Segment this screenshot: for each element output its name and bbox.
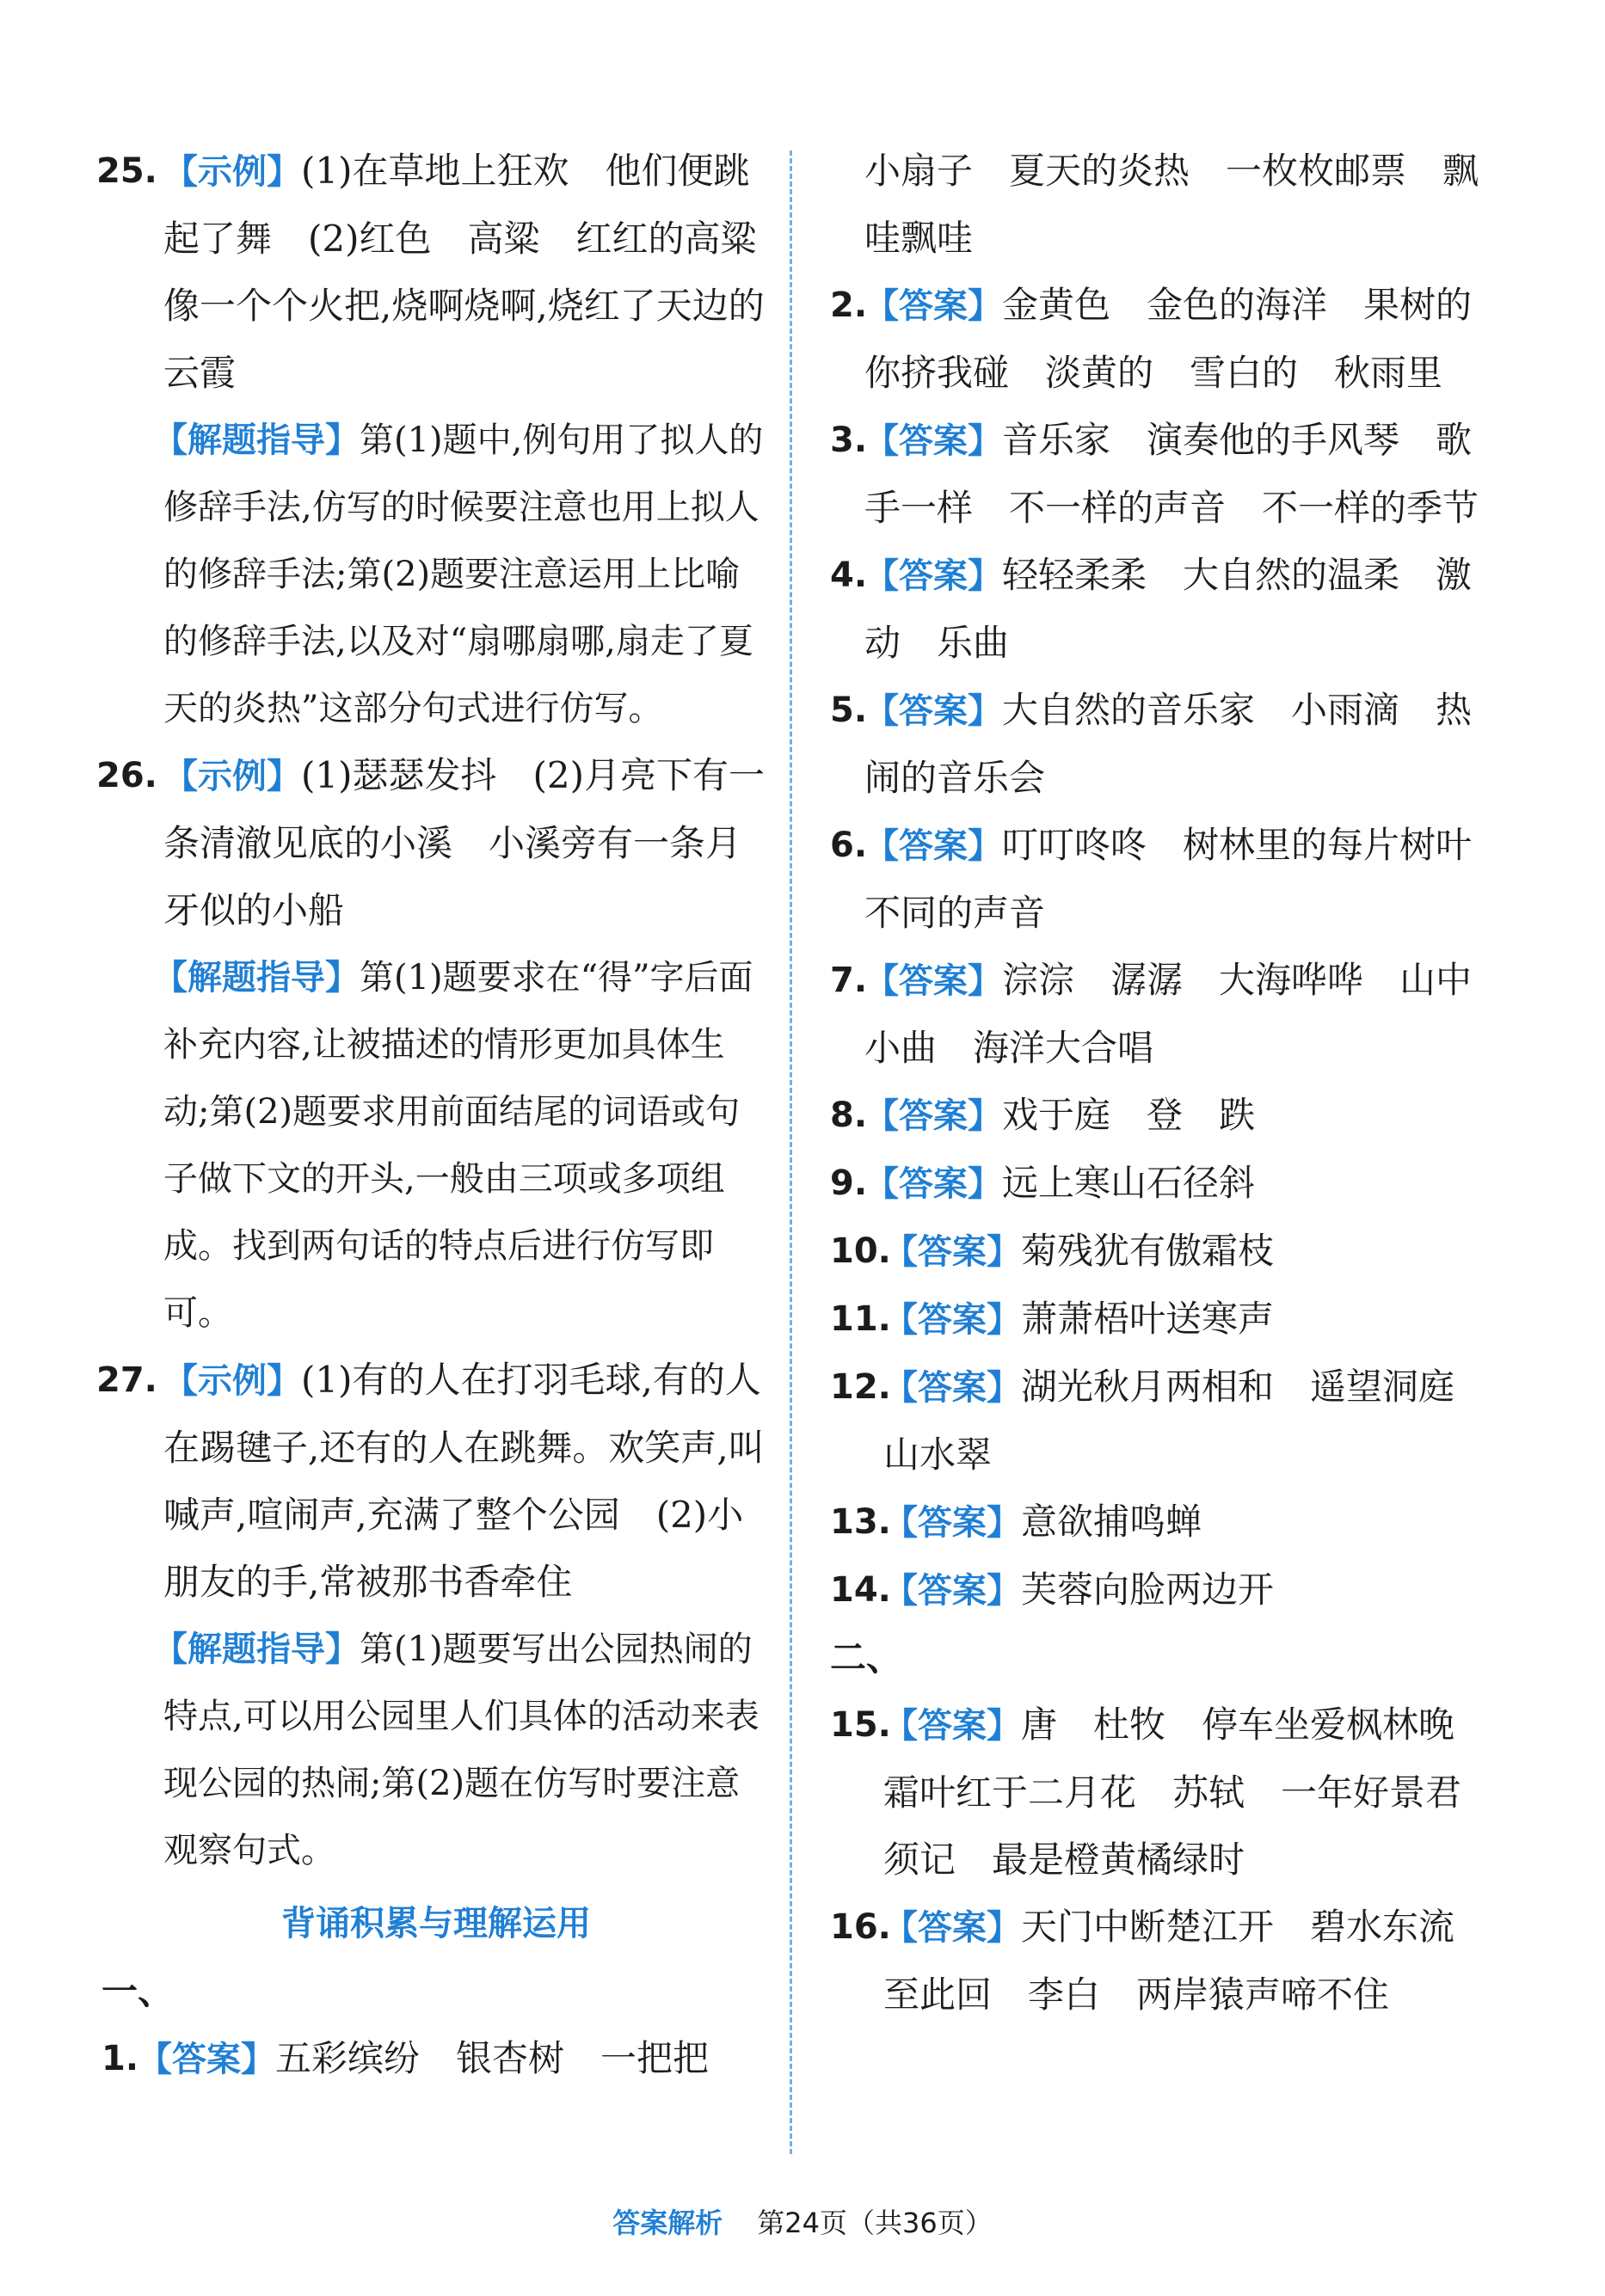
answer-tag: 【答案】 xyxy=(883,1368,1021,1408)
list-item xyxy=(830,542,1484,677)
question-number: 6. xyxy=(830,826,868,865)
guide-26 xyxy=(101,944,771,1347)
answer-text: 五彩缤纷 银杏树 一把把 xyxy=(275,2037,710,2079)
answer-text: (1)瑟瑟发抖 (2)月亮下有一条清澈见底的小溪 小溪旁有一条月牙似的小船 xyxy=(163,754,765,931)
guide-27 xyxy=(101,1616,771,1884)
question-number: 1. xyxy=(101,2039,139,2078)
answer-text: 远上寒山石径斜 xyxy=(1002,1162,1256,1204)
list-item xyxy=(830,1082,1484,1150)
answer-text: 叮叮咚咚 树林里的每片树叶 不同的声音 xyxy=(864,824,1509,934)
question-25 xyxy=(96,138,771,407)
example-tag: 【示例】 xyxy=(163,757,301,796)
right-column xyxy=(830,138,1509,2029)
question-number: 7. xyxy=(830,961,868,1000)
page-number: 第24页（共36页） xyxy=(757,2207,993,2239)
answer-tag: 【答案】 xyxy=(864,421,1002,461)
answer-tag: 【答案】 xyxy=(883,1300,1021,1340)
guide-text: 第(1)题要求在“得”字后面补充内容,让被描述的情形更加具体生动;第(2)题要求用前面结尾的词语或句子做下文的开头,一般由三项或多项组成。找到两句话的特点后进行仿写即可。 xyxy=(163,958,753,1333)
answer-text: 音乐家 演奏他的手风琴 歌手一样 不一样的声音 不一样的季节 xyxy=(864,419,1479,529)
list-item xyxy=(830,1894,1484,2029)
footer-brand: 答案解析 xyxy=(612,2207,723,2239)
answer-tag: 【答案】 xyxy=(864,961,1002,1001)
list-item xyxy=(830,1286,1484,1354)
answer-tag: 【答案】 xyxy=(883,1232,1021,1272)
answer-text: 戏于庭 登 跌 xyxy=(1002,1094,1256,1136)
part-two-heading: 二、 xyxy=(830,1636,903,1679)
question-number: 9. xyxy=(830,1163,868,1203)
answers-list xyxy=(830,272,1509,1624)
answer-tag: 【答案】 xyxy=(883,1706,1021,1746)
question-26 xyxy=(96,742,771,944)
list-item xyxy=(830,677,1484,812)
answer-tag: 【答案】 xyxy=(864,1096,1002,1136)
answer-tag: 【答案】 xyxy=(883,1908,1021,1948)
guide-tag: 【解题指导】 xyxy=(153,958,360,998)
answer-text: (1)有的人在打羽毛球,有的人在踢毽子,还有的人在跳舞。欢笑声,叫喊声,喧闹声,充满了整个公园 (2)小朋友的手,常被那书香牵住 xyxy=(163,1359,765,1603)
answer-text: 淙淙 潺潺 大海哗哗 山中小曲 海洋大合唱 xyxy=(864,959,1473,1069)
page-footer xyxy=(0,2201,1605,2241)
section-title: 背诵积累与理解运用 xyxy=(281,1904,591,1943)
answer-text: 轻轻柔柔 大自然的温柔 激动 乐曲 xyxy=(864,554,1473,664)
answer-text: 菊残犹有傲霜枝 xyxy=(1021,1230,1275,1272)
answers-list-2 xyxy=(830,1691,1491,2029)
guide-tag: 【解题指导】 xyxy=(153,1630,360,1669)
question-number: 26. xyxy=(96,756,157,795)
answer-text: 湖光秋月两相和 遥望洞庭山水翠 xyxy=(883,1366,1455,1476)
guide-25 xyxy=(101,407,771,742)
guide-text: 第(1)题要写出公园热闹的特点,可以用公园里人们具体的活动来表现公园的热闹;第(2)题在仿写时要注意观察句式。 xyxy=(163,1630,759,1870)
answer-tag: 【答案】 xyxy=(864,1164,1002,1204)
answer-text: 金黄色 金色的海洋 果树的 你挤我碰 淡黄的 雪白的 秋雨里 xyxy=(864,284,1509,394)
answer-tag: 【答案】 xyxy=(864,691,1002,731)
answer-text: 萧萧梧叶送寒声 xyxy=(1021,1298,1275,1340)
column-divider xyxy=(790,150,792,2154)
answer-tag: 【答案】 xyxy=(883,1571,1021,1611)
list-item xyxy=(830,1489,1484,1556)
part-one-heading: 一、 xyxy=(101,1970,175,2012)
answer-text: 芙蓉向脸两边开 xyxy=(1021,1569,1275,1611)
answer-text: 天门中断楚江开 碧水东流至此回 李白 两岸猿声啼不住 xyxy=(883,1906,1455,2016)
answer-text: 意欲捕鸣蝉 xyxy=(1021,1501,1202,1543)
question-number: 27. xyxy=(96,1360,157,1400)
answer-text: (1)在草地上狂欢 他们便跳起了舞 (2)红色 高粱 红红的高粱像一个个火把,烧啊烧啊,烧红了天边的云霞 xyxy=(163,150,765,394)
question-number: 2. xyxy=(830,285,868,325)
list-item xyxy=(830,1354,1484,1489)
question-number: 16. xyxy=(830,1907,891,1947)
example-tag: 【示例】 xyxy=(163,152,301,192)
list-item xyxy=(830,1691,1491,1894)
question-number: 14. xyxy=(830,1570,891,1610)
question-number: 5. xyxy=(830,691,868,730)
answer-tag: 【答案】 xyxy=(864,826,1002,866)
question-number: 10. xyxy=(830,1231,891,1271)
question-number: 15. xyxy=(830,1705,891,1745)
guide-tag: 【解题指导】 xyxy=(153,421,360,460)
answer-tag: 【答案】 xyxy=(864,556,1002,596)
example-tag: 【示例】 xyxy=(163,1361,301,1401)
list-item xyxy=(830,1218,1484,1286)
answer-tag: 【答案】 xyxy=(883,1503,1021,1543)
answer-text: 大自然的音乐家 小雨滴 热闹的音乐会 xyxy=(864,689,1473,799)
list-item xyxy=(830,1556,1484,1624)
question-number: 4. xyxy=(830,556,868,595)
question-number: 3. xyxy=(830,421,868,460)
question-number: 13. xyxy=(830,1502,891,1542)
question-number: 12. xyxy=(830,1367,891,1407)
answer-tag: 【答案】 xyxy=(138,2040,275,2079)
list-item xyxy=(830,272,1509,407)
question-number: 11. xyxy=(830,1299,891,1339)
guide-text: 第(1)题中,例句用了拟人的修辞手法,仿写的时候要注意也用上拟人的修辞手法;第(2)题要注意运用上比喻的修辞手法,以及对“扇哪扇哪,扇走了夏天的炎热”这部分句式进行仿写。 xyxy=(163,421,764,728)
list-item xyxy=(830,407,1484,542)
list-item xyxy=(830,947,1484,1082)
answer-text: 唐 杜牧 停车坐爱枫林晚 霜叶红于二月花 苏轼 一年好景君须记 最是橙黄橘绿时 xyxy=(883,1704,1491,1881)
left-column xyxy=(96,138,771,2093)
question-27 xyxy=(96,1347,771,1616)
list-item xyxy=(830,812,1509,947)
answer-tag: 【答案】 xyxy=(864,286,1002,326)
question-number: 8. xyxy=(830,1096,868,1135)
question-1-continued: 小扇子 夏天的炎热 一枚枚邮票 飘哇飘哇 xyxy=(864,150,1479,259)
question-number: 25. xyxy=(96,151,157,191)
list-item xyxy=(830,1150,1484,1218)
question-1 xyxy=(101,2025,771,2093)
